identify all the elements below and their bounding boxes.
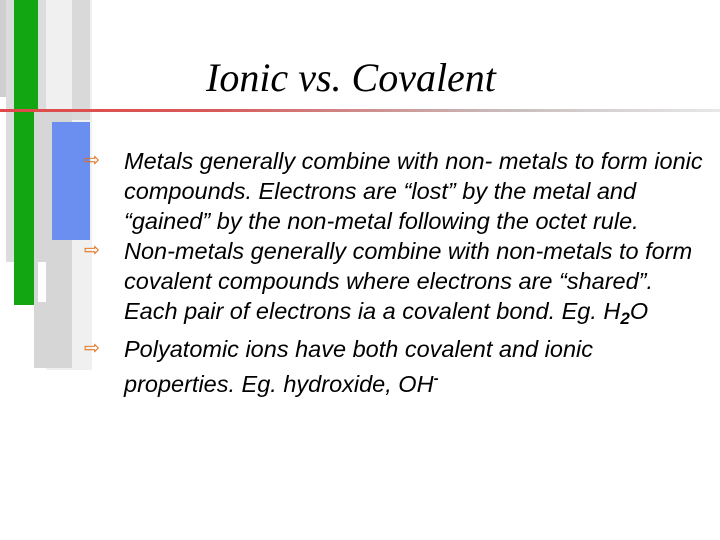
right-arrow-icon: ⇨ <box>84 150 100 171</box>
superscript: - <box>433 370 439 387</box>
slide-title: Ionic vs. Covalent <box>206 55 496 100</box>
bullet-text: Polyatomic ions have both covalent and ionic properties. Eg. hydroxide, OH <box>124 336 593 397</box>
bullet-item <box>84 146 704 236</box>
bullet-item <box>84 236 704 334</box>
bullet-text: Metals generally combine with non- metals to form ionic compounds. Electrons are “lost” by the metal and “gained” by the non-metal following the octet rule. <box>124 148 703 234</box>
title-underline <box>0 109 720 112</box>
right-arrow-icon: ⇨ <box>84 338 100 359</box>
right-arrow-icon: ⇨ <box>84 240 100 261</box>
bullet-text-tail: O <box>629 298 649 324</box>
bullet-text: Non-metals generally combine with non-metals to form covalent compounds where electrons are “shared”. Each pair of electrons ia a covalent bond. Eg. H <box>124 238 693 324</box>
deco-gray-block-right <box>72 0 90 120</box>
bullet-list <box>84 146 704 399</box>
bullet-item <box>84 334 704 399</box>
deco-white-gap <box>38 262 46 302</box>
subscript: 2 <box>620 309 630 328</box>
